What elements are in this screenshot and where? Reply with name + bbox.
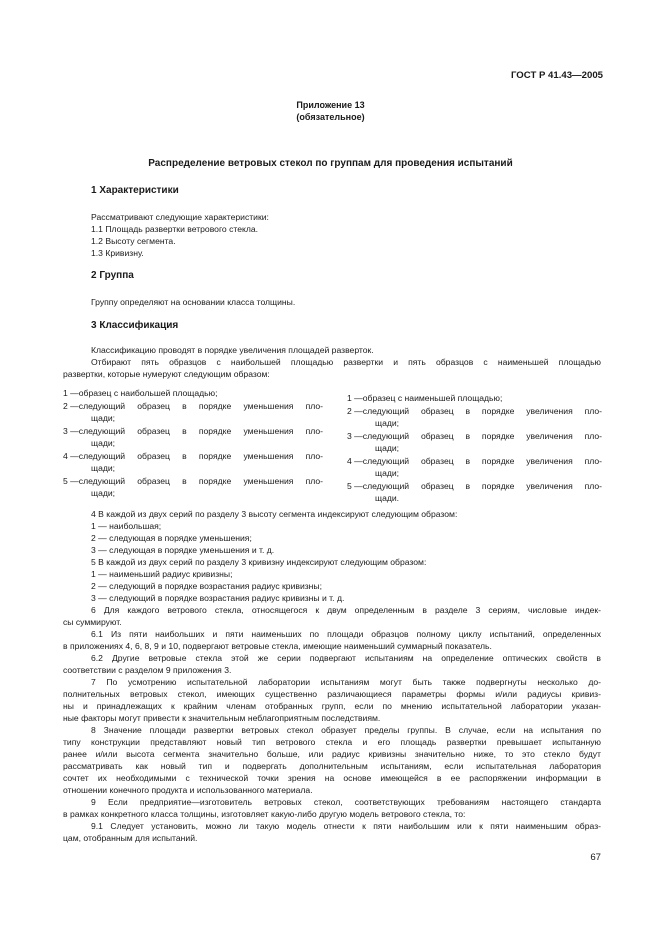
- list-text-cont: щади;: [375, 468, 400, 478]
- list-text-cont: щади.: [375, 493, 400, 503]
- list-item: [63, 475, 323, 499]
- clause-9-1: [63, 820, 601, 844]
- list-number: 4 —: [63, 451, 79, 461]
- text-line: сочтет их необходимыми с технической точки зрения на основе имеющейся в ее распоряжении информации в: [63, 773, 601, 783]
- text-line: 1.3 Кривизну.: [91, 248, 144, 258]
- text-line: 7 По усмотрению испытательной лаборатории испытаниям могут быть также подвергнуты несколько до-: [91, 677, 601, 687]
- clause-5-item-3: 3 — следующий в порядке возрастания радиус кривизны и т. д.: [91, 593, 345, 603]
- list-text-cont: щади;: [91, 413, 116, 423]
- list-number: 1 —: [63, 388, 79, 398]
- text-line: в приложениях 4, 6, 8, 9 и 10, подвергают ветровые стекла, имеющие наименьший суммарный показатель.: [63, 641, 492, 651]
- text-line: соответствии с разделом 9 приложения 3.: [63, 665, 232, 675]
- list-text: следующий образец в порядке уменьшения пло-: [78, 451, 323, 461]
- main-title: Распределение ветровых стекол по группам для проведения испытаний: [148, 158, 513, 169]
- text-line: 9.1 Следует установить, можно ли такую модель отнести к пяти наибольшим или к пяти наименьшим образ-: [91, 821, 601, 831]
- list-item: [347, 455, 602, 479]
- text-line: Классификацию проводят в порядке увеличения площадей разверток.: [91, 345, 374, 355]
- clause-4-item-3: 3 — следующая в порядке уменьшения и т. д.: [91, 545, 275, 555]
- list-number: 5 —: [347, 481, 363, 491]
- list-text: следующий образец в порядке уменьшения пло-: [78, 426, 323, 436]
- clause-9: [63, 796, 601, 820]
- text-line: полнительных ветровых стекол, имеющих существенно различающиеся параметры формы и/или радиусы кривиз-: [63, 689, 601, 699]
- list-text-cont: щади;: [375, 443, 400, 453]
- text-line: ные факторы могут привести к значительным неблагоприятным последствиям.: [63, 713, 381, 723]
- section-heading-classification: 3 Классификация: [91, 320, 179, 331]
- text-line: 6.2 Другие ветровые стекла этой же серии подвергают испытаниям на определение оптических свойств в: [91, 653, 601, 663]
- section-heading-group: 2 Группа: [91, 270, 134, 281]
- clause-8: [63, 724, 601, 796]
- list-item: [347, 430, 602, 454]
- clause-6-2: [63, 652, 601, 676]
- list-number: 5 —: [63, 476, 79, 486]
- text-line: Группу определяют на основании класса толщины.: [91, 297, 296, 307]
- clause-5: 5 В каждой из двух серий по разделу 3 кривизну индексируют следующим образом:: [91, 557, 427, 567]
- text-line: 6 Для каждого ветрового стекла, относящегося к двум определенным в разделе 3 сериям, числовые индек-: [91, 605, 601, 615]
- clause-4-item-2: 2 — следующая в порядке уменьшения;: [91, 533, 252, 543]
- list-text: образец с наименьшей площадью;: [362, 393, 503, 403]
- list-text-cont: щади;: [91, 463, 116, 473]
- list-text: следующий образец в порядке увеличения пло-: [362, 406, 602, 416]
- text-line: 1.1 Площадь развертки ветрового стекла.: [91, 224, 259, 234]
- list-item: [63, 450, 323, 474]
- section-1-text: [91, 211, 601, 259]
- list-text-cont: щади;: [91, 488, 116, 498]
- text-line: в рамках конкретного класса толщины, изготовляет какую-либо другую модель ветрового стекла, то:: [63, 809, 466, 819]
- text-line: ны и принадлежащих к крайним членам отобранных групп, если по мнению испытательной лаборатории указан-: [63, 701, 601, 711]
- list-text-cont: щади;: [91, 438, 116, 448]
- appendix-heading: [0, 99, 661, 123]
- clause-7: [63, 676, 601, 724]
- text-line: развертки, которые нумеруют следующим образом:: [63, 369, 270, 379]
- clause-5-item-1: 1 — наименьший радиус кривизны;: [91, 569, 233, 579]
- text-line: рассматривать как новый тип и подвергать дополнительным испытаниям, если испытательная лаборатория: [63, 761, 601, 771]
- section-3-intro: [63, 344, 601, 380]
- list-number: 2 —: [63, 401, 79, 411]
- list-item: [347, 392, 602, 404]
- list-text: следующий образец в порядке увеличения пло-: [362, 481, 602, 491]
- section-heading-characteristics: 1 Характеристики: [91, 185, 179, 196]
- clause-4: 4 В каждой из двух серий по разделу 3 высоту сегмента индексируют следующим образом:: [91, 509, 458, 519]
- text-line: типу конструкции представляют новый тип ветрового стекла и его площадь развертки превышает испытанную: [63, 737, 601, 747]
- list-number: 1 —: [347, 393, 363, 403]
- list-item: [347, 480, 602, 504]
- list-text: следующий образец в порядке увеличения пло-: [362, 456, 602, 466]
- text-line: отношении конечного продукта и использованного материала.: [63, 785, 313, 795]
- text-line: Отбирают пять образцов с наибольшей площадью развертки и пять образцов с наименьшей площадью: [91, 357, 601, 367]
- clauses-body: [63, 508, 601, 844]
- list-number: 4 —: [347, 456, 363, 466]
- list-number: 3 —: [63, 426, 79, 436]
- text-line: 9 Если предприятие—изготовитель ветровых стекол, соответствующих требованиям настоящего стандарта: [91, 797, 601, 807]
- list-item: [63, 400, 323, 424]
- clause-6-1: [63, 628, 601, 652]
- text-line: ранее и/или высота сегмента значительно больше, или радиус кривизны значительно ниже, то это стекло будут: [63, 749, 601, 759]
- text-line: Рассматривают следующие характеристики:: [91, 212, 269, 222]
- text-line: цам, отобранным для испытаний.: [63, 833, 198, 843]
- list-text: следующий образец в порядке увеличения пло-: [362, 431, 602, 441]
- document-code: ГОСТ Р 41.43—2005: [511, 70, 603, 81]
- appendix-title: Приложение 13: [296, 100, 365, 110]
- list-item: [347, 405, 602, 429]
- clause-4-item-1: 1 — наибольшая;: [91, 521, 162, 531]
- largest-area-list: [63, 387, 323, 499]
- text-line: сы суммируют.: [63, 617, 122, 627]
- list-number: 2 —: [347, 406, 363, 416]
- text-line: 6.1 Из пяти наибольших и пяти наименьших по площади образцов полному циклу испытаний, определенных: [91, 629, 601, 639]
- text-line: 8 Значение площади развертки ветровых стекол образует пределы группы. В случае, если на испытания по: [91, 725, 601, 735]
- text-line: 1.2 Высоту сегмента.: [91, 236, 176, 246]
- list-text-cont: щади;: [375, 418, 400, 428]
- list-item: [63, 387, 323, 399]
- list-text: следующий образец в порядке уменьшения пло-: [78, 476, 323, 486]
- list-item: [63, 425, 323, 449]
- clause-6: [63, 604, 601, 628]
- page-number: 67: [590, 852, 601, 863]
- appendix-status: (обязательное): [296, 112, 365, 122]
- section-2-text: [91, 296, 601, 308]
- smallest-area-list: [347, 392, 602, 504]
- clause-5-item-2: 2 — следующий в порядке возрастания радиус кривизны;: [91, 581, 322, 591]
- list-text: следующий образец в порядке уменьшения пло-: [78, 401, 323, 411]
- list-text: образец с наибольшей площадью;: [78, 388, 218, 398]
- list-number: 3 —: [347, 431, 363, 441]
